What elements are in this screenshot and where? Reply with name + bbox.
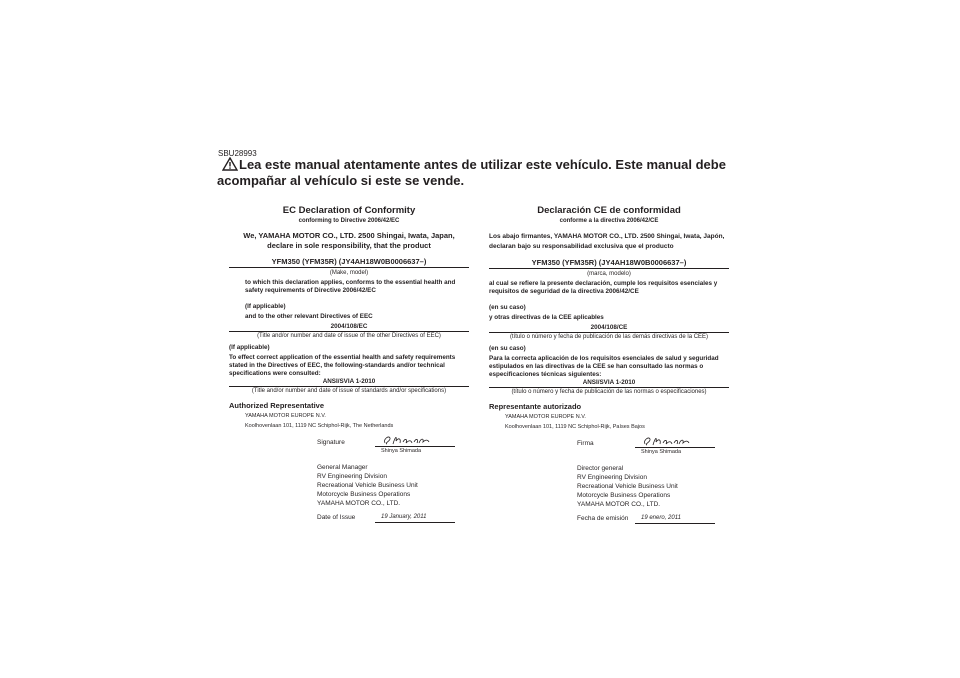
date-value: 19 January, 2011 — [381, 514, 427, 520]
signer-name: Shinya Shimada — [641, 449, 682, 455]
declaration-title: Declaración CE de conformidad — [537, 205, 681, 216]
signature-label: Signature — [317, 439, 345, 446]
if-applicable-label: (If applicable) — [245, 303, 286, 310]
representative-address: Koolhovenlaan 101, 1119 NC Schiphol-Rijk, Países Bajos — [505, 424, 645, 430]
standard-caption: (título o número y fecha de publicación de las normas o especificaciones) — [489, 387, 729, 396]
date-label: Date of Issue — [317, 514, 356, 521]
standard-value: ANSI/SVIA 1-2010 — [322, 378, 376, 385]
title-line: Director general — [577, 465, 624, 472]
date-value: 19 enero, 2011 — [641, 515, 681, 521]
title-line: YAMAHA MOTOR CO., LTD. — [577, 501, 661, 508]
signature-block — [317, 437, 467, 526]
declarant-text: Los abajo firmantes, YAMAHA MOTOR CO., LTD. 2500 Shingai, Iwata, Japón, declaran bajo su responsabilidad exclusiva que el producto — [489, 233, 725, 250]
representative-title: Representante autorizado — [489, 402, 582, 411]
signature-block — [577, 438, 727, 527]
title-line: YAMAHA MOTOR CO., LTD. — [317, 500, 401, 507]
directive-caption: (Title and/or number and date of issue of the other Directives of EEC) — [229, 331, 469, 340]
declaration-subtitle: conforme a la directiva 2006/42/CE — [559, 218, 659, 224]
if-applicable-label: (en su caso) — [489, 345, 526, 352]
title-line: RV Engineering Division — [317, 473, 387, 480]
standards-text: To effect correct application of the essential health and safety requirements stated in the Directives of EEC, the following-standards and/or technical specifications were consulted: — [229, 354, 456, 377]
model-value: YFM350 (YFM35R) (JY4AH18W0B0006637–) — [271, 257, 427, 266]
title-line: Motorcycle Business Operations — [577, 492, 671, 499]
representative-address: Koolhovenlaan 101, 1119 NC Schiphol-Rijk, The Netherlands — [245, 423, 394, 429]
declarant-text: We, YAMAHA MOTOR CO., LTD. 2500 Shingai, Iwata, Japan, declare in sole responsibility, that the product — [243, 231, 455, 250]
applies-text: to which this declaration applies, conforms to the essential health and safety requirements of Directive 2006/42/EC — [245, 279, 456, 294]
directive-value: 2004/108/EC — [330, 323, 368, 330]
title-line: Motorcycle Business Operations — [317, 491, 411, 498]
other-directives-text: y otras directivas de la CEE aplicables — [489, 314, 604, 321]
if-applicable-label: (en su caso) — [489, 304, 526, 311]
representative-name: YAMAHA MOTOR EUROPE N.V. — [245, 413, 326, 419]
declaration-english — [229, 205, 469, 526]
model-caption: (Make, model) — [229, 267, 469, 277]
declaration-spanish — [489, 205, 729, 527]
applies-text: al cual se refiere la presente declaración, cumple los requisitos esenciales y requisitos de seguridad de la directiva 2006/42/CE — [489, 280, 718, 295]
standards-text: Para la correcta aplicación de los requisitos esenciales de salud y seguridad estipulados en las directivas de la CEE se han consultado las normas o especificaciones técnicas siguientes: — [489, 355, 719, 378]
declaration-subtitle: conforming to Directive 2006/42/EC — [298, 218, 400, 224]
warning-heading: Lea este manual atentamente antes de utilizar este vehículo. Este manual debe acompañar al vehículo si este se vende. — [217, 157, 726, 188]
other-directives-text: and to the other relevant Directives of EEC — [245, 313, 373, 320]
signer-name: Shinya Shimada — [381, 448, 422, 454]
if-applicable-label: (If applicable) — [229, 344, 270, 351]
signature-icon — [381, 431, 431, 447]
title-line: RV Engineering Division — [577, 474, 647, 481]
model-caption: (marca, modelo) — [489, 268, 729, 278]
representative-name: YAMAHA MOTOR EUROPE N.V. — [505, 414, 586, 420]
representative-title: Authorized Representative — [229, 401, 325, 410]
signature-icon — [641, 432, 691, 448]
model-value: YFM350 (YFM35R) (JY4AH18W0B0006637–) — [531, 258, 687, 267]
signature-label: Firma — [577, 440, 594, 447]
document-code: SBU28993 — [218, 149, 257, 158]
title-line: Recreational Vehicle Business Unit — [577, 483, 678, 490]
date-label: Fecha de emisión — [577, 515, 629, 522]
title-line: Recreational Vehicle Business Unit — [317, 482, 418, 489]
directive-value: 2004/108/CE — [590, 324, 628, 331]
standard-caption: (Title and/or number and date of issue of standards and/or specifications) — [229, 386, 469, 395]
title-line: General Manager — [317, 464, 368, 471]
declaration-title: EC Declaration of Conformity — [282, 205, 416, 216]
directive-caption: (título o número y fecha de publicación de las demás directivas de la CEE) — [489, 332, 729, 341]
standard-value: ANSI/SVIA 1-2010 — [582, 379, 636, 386]
